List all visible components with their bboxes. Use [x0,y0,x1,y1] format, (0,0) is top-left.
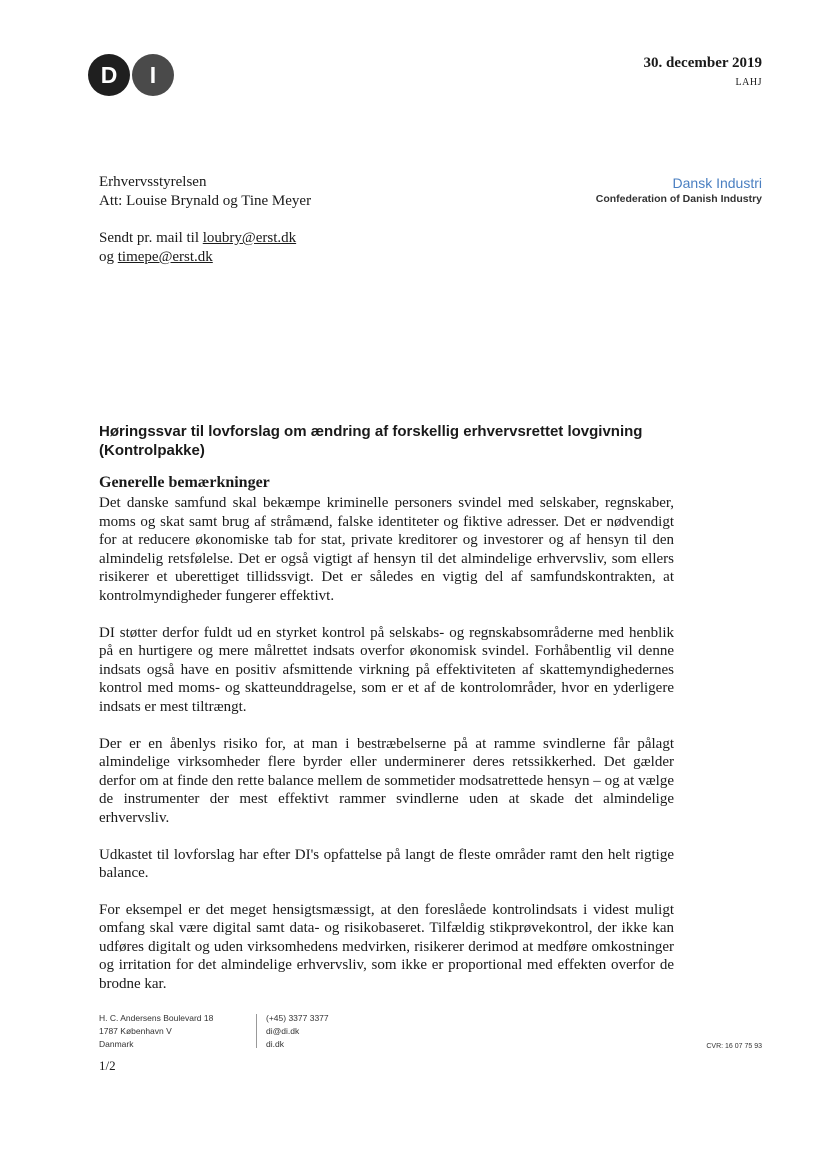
footer-contact [266,1012,329,1051]
paragraph: For eksempel er det meget hensigtsmæssigt, at den foreslåede kontrolindsats i videst muligt omfang skal være digital samt data- og risikobaseret. Tilfældig stikprøvekontrol, der ikke kan udføres digitalt og uden virksomhedens medvirken, risikerer derimod at medføre omkostninger og irritation for det almindelige erhvervsliv, som ikke er proportional med effekten overfor de brodne kar. [99,901,674,993]
page-number: 1/2 [99,1058,116,1073]
company-block [596,174,762,206]
company-name: Dansk Industri [672,175,762,191]
paragraph: Det danske samfund skal bekæmpe kriminelle personers svindel med selskaber, regnskaber, moms og skat samt brug af stråmænd, falske identiteter og fiktive adresser. Det er nødvendigt for at reducere økonomiske tab for stat, private kreditorer og investorer og af hensyn til den almindelig retsfølelse. Det er også vigtigt af hensyn til det almindelige erhvervsliv, som ellers risikerer et uberettiget tillidssvigt. Det er således en vigtig del af samfundskontrakten, at kontrolmyndigheder fungerer effektivt. [99,495,674,604]
footer-divider [256,1014,257,1048]
email-link-2[interactable]: timepe@erst.dk [117,249,213,265]
di-logo [88,54,174,98]
paragraph: DI støtter derfor fuldt ud en styrket kontrol på selskabs- og regnskabsområderne med henblik på en hurtigere og mere målrettet indsats overfor økonomisk svindel. Forhåbentlig vil denne indsats også have en positiv afsmittende virkning på effektiviteten af skattemyndighedernes kontrol med moms- og skatteunddragelse, som er et af de kontrolområder, hvor en yderligere indsats er mest tiltrængt. [99,624,674,715]
recipient-attention: Att: Louise Brynald og Tine Meyer [99,193,312,209]
recipient-org: Erhvervsstyrelsen [99,174,207,190]
footer-address-line: 1787 København V [99,1026,172,1036]
author-initials: LAHJ [735,77,762,88]
footer-email: di@di.dk [266,1026,300,1036]
logo-circle-i: I [132,54,174,96]
email-link-1[interactable]: loubry@erst.dk [202,230,297,246]
letter-body [99,494,674,1012]
paragraph: Der er en åbenlys risiko for, at man i bestræbelserne på at ramme svindlerne får pålagt almindelige virksomheder flere byrder eller underminerer deres retssikkerhed. Det gælder derfor om at finde den rette balance mellem de sommetider modsatrettede hensyn – og at vælge de instrumenter der mest effektivt rammer svindlerne uden at skade det almindelige erhvervsliv. [99,735,674,826]
footer-address-line: Danmark [99,1039,134,1049]
sent-joiner: og [99,249,118,265]
letter-headline: Høringssvar til lovforslag om ændring af forskellig erhvervsrettet lovgivning (Kontrolpakke) [99,423,643,459]
sent-by-mail [99,229,296,267]
paragraph: Udkastet til lovforslag har efter DI's opfattelse på langt de fleste områder ramt den helt rigtige balance. [99,846,674,882]
recipient-block [99,173,311,211]
logo-circle-d: D [88,54,130,96]
section-title: Generelle bemærkninger [99,474,270,491]
footer-address-line: H. C. Andersens Boulevard 18 [99,1013,214,1023]
letter-date: 30. december 2019 [643,55,762,71]
sent-prefix: Sendt pr. mail til [99,230,203,246]
footer-website: di.dk [266,1039,284,1049]
company-subtitle: Confederation of Danish Industry [595,193,762,205]
footer-cvr: CVR: 16 07 75 93 [706,1043,762,1050]
footer-phone: (+45) 3377 3377 [266,1013,329,1023]
footer-address [99,1012,213,1051]
